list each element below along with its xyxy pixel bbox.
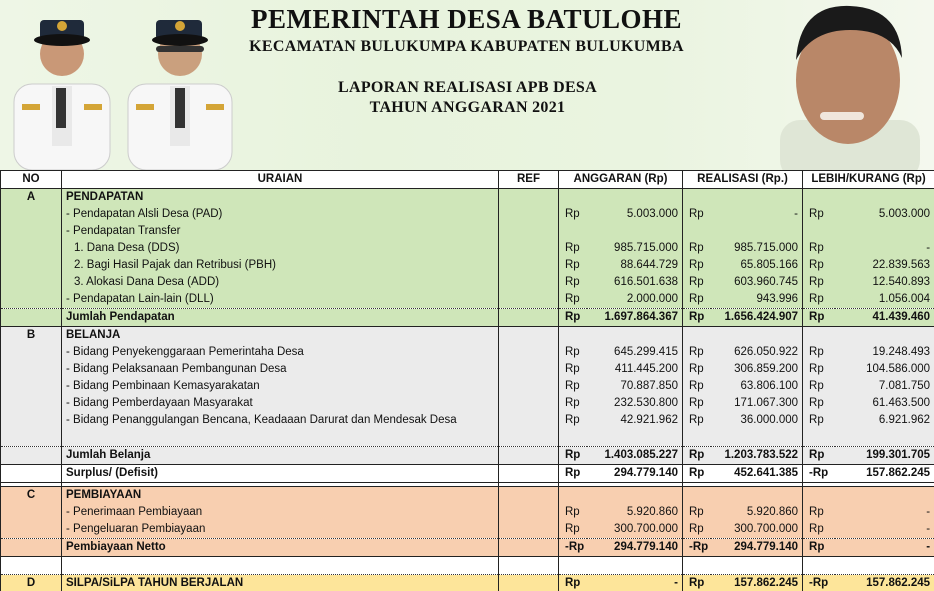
anggaran-value: 294.779.140 (587, 465, 683, 483)
anggaran-value: 1.403.085.227 (587, 447, 683, 465)
row-label: - Bidang Penyekenggaraan Pemerintaha Desa (62, 344, 499, 361)
col-header-no: NO (1, 171, 62, 189)
anggaran-value: - (587, 575, 683, 591)
lebih-value: 12.540.893 (835, 274, 934, 291)
total-belanja-row: Jumlah Belanja Rp 1.403.085.227 Rp 1.203.783.522 Rp 199.301.705 (1, 447, 934, 465)
section-pembiayaan-heading (1, 487, 934, 505)
table-row: - Bidang Penanggulangan Bencana, Keadaaan Darurat dan Mendesak Desa Rp 42.921.962 Rp 36.000.000 Rp 6.921.962 (1, 412, 934, 429)
lebih-value: 157.862.245 (835, 575, 934, 591)
realisasi-value: 294.779.140 (711, 539, 803, 557)
lebih-value: 22.839.563 (835, 257, 934, 274)
village-head-portrait (760, 0, 934, 170)
section-no: C (1, 487, 62, 505)
row-label: 3. Alokasi Dana Desa (ADD) (62, 274, 499, 291)
section-heading: PEMBIAYAAN (62, 487, 499, 505)
table-row (1, 223, 934, 240)
realisasi-value: 5.920.860 (711, 504, 803, 521)
total-pembiayaan-row: Pembiayaan Netto -Rp 294.779.140 -Rp 294.779.140 Rp - (1, 539, 934, 557)
lebih-value: 199.301.705 (835, 447, 934, 465)
row-label: - Bidang Pembinaan Kemasyarakatan (62, 378, 499, 395)
realisasi-value: 603.960.745 (711, 274, 803, 291)
table-row: 3. Alokasi Dana Desa (ADD) Rp 616.501.638 Rp 603.960.745 Rp 12.540.893 (1, 274, 934, 291)
section-no: B (1, 327, 62, 345)
report-table (0, 170, 934, 591)
table-row: - Pendapatan Alsli Desa (PAD) Rp 5.003.000 Rp - Rp 5.003.000 (1, 206, 934, 223)
realisasi-value: 157.862.245 (711, 575, 803, 591)
anggaran-value: 5.920.860 (587, 504, 683, 521)
row-label: - Pendapatan Alsli Desa (PAD) (62, 206, 499, 223)
blank-row (1, 557, 934, 575)
realisasi-value: 63.806.100 (711, 378, 803, 395)
surplus-row: Surplus/ (Defisit) Rp 294.779.140 Rp 452.641.385 -Rp 157.862.245 (1, 465, 934, 483)
section-heading: BELANJA (62, 327, 499, 345)
table-row: - Bidang Pembinaan Kemasyarakatan Rp 70.887.850 Rp 63.806.100 Rp 7.081.750 (1, 378, 934, 395)
row-label: Surplus/ (Defisit) (62, 465, 499, 483)
row-label: - Bidang Pelaksanaan Pembangunan Desa (62, 361, 499, 378)
lebih-value: 5.003.000 (835, 206, 934, 223)
section-no: D (1, 575, 62, 591)
report-title: PEMERINTAH DESA BATULOHE (250, 4, 683, 34)
lebih-value: - (835, 521, 934, 539)
row-label: - Bidang Penanggulangan Bencana, Keadaaan Darurat dan Mendesak Desa (62, 412, 499, 429)
realisasi-value: 626.050.922 (711, 344, 803, 361)
table-row: - Bidang Pemberdayaan Masyarakat Rp 232.530.800 Rp 171.067.300 Rp 61.463.500 (1, 395, 934, 412)
anggaran-value: 42.921.962 (587, 412, 683, 429)
table-row: - Pengeluaran Pembiayaan Rp 300.700.000 Rp 300.700.000 Rp - (1, 521, 934, 539)
report-subtitle: KECAMATAN BULUKUMPA KABUPATEN BULUKUMBA (249, 38, 684, 55)
realisasi-value: 1.656.424.907 (711, 309, 803, 327)
row-label: 1. Dana Desa (DDS) (62, 240, 499, 257)
row-label: - Bidang Pemberdayaan Masyarakat (62, 395, 499, 412)
report-name: LAPORAN REALISASI APB DESA (338, 79, 597, 96)
row-label: Pembiayaan Netto (62, 539, 499, 557)
table-header-row (1, 171, 934, 189)
col-header-uraian: URAIAN (62, 171, 499, 189)
table-row: 1. Dana Desa (DDS) Rp 985.715.000 Rp 985.715.000 Rp - (1, 240, 934, 257)
table-row: 2. Bagi Hasil Pajak dan Retribusi (PBH) Rp 88.644.729 Rp 65.805.166 Rp 22.839.563 (1, 257, 934, 274)
lebih-value: - (835, 539, 934, 557)
lebih-value: 104.586.000 (835, 361, 934, 378)
lebih-value: 19.248.493 (835, 344, 934, 361)
anggaran-value: 70.887.850 (587, 378, 683, 395)
realisasi-value: 65.805.166 (711, 257, 803, 274)
row-label: - Penerimaan Pembiayaan (62, 504, 499, 521)
table-row: - Bidang Pelaksanaan Pembangunan Desa Rp 411.445.200 Rp 306.859.200 Rp 104.586.000 (1, 361, 934, 378)
report-year: TAHUN ANGGARAN 2021 (369, 99, 566, 116)
lebih-value: 61.463.500 (835, 395, 934, 412)
realisasi-value: 452.641.385 (711, 465, 803, 483)
anggaran-value: 294.779.140 (587, 539, 683, 557)
table-row: - Bidang Penyekenggaraan Pemerintaha Desa Rp 645.299.415 Rp 626.050.922 Rp 19.248.493 (1, 344, 934, 361)
realisasi-value: 300.700.000 (711, 521, 803, 539)
col-header-ref: REF (499, 171, 559, 189)
table-row: - Pendapatan Lain-lain (DLL) Rp 2.000.000 Rp 943.996 Rp 1.056.004 (1, 291, 934, 309)
realisasi-value: - (711, 206, 803, 223)
anggaran-value: 5.003.000 (587, 206, 683, 223)
anggaran-value: 2.000.000 (587, 291, 683, 309)
blank-row (1, 429, 934, 447)
realisasi-value: 171.067.300 (711, 395, 803, 412)
anggaran-value: 88.644.729 (587, 257, 683, 274)
realisasi-value: 1.203.783.522 (711, 447, 803, 465)
row-label: Jumlah Pendapatan (62, 309, 499, 327)
col-header-realisasi: REALISASI (Rp.) (683, 171, 803, 189)
section-no: A (1, 189, 62, 207)
row-label: SILPA/SiLPA TAHUN BERJALAN (62, 575, 499, 591)
row-label: - Pendapatan Lain-lain (DLL) (62, 291, 499, 309)
realisasi-value: 985.715.000 (711, 240, 803, 257)
total-pendapatan-row: Jumlah Pendapatan Rp 1.697.864.367 Rp 1.656.424.907 Rp 41.439.460 (1, 309, 934, 327)
section-pendapatan-heading (1, 189, 934, 207)
row-label: - Pendapatan Transfer (62, 223, 499, 240)
silpa-row: D SILPA/SiLPA TAHUN BERJALAN Rp - Rp 157.862.245 -Rp 157.862.245 (1, 575, 934, 591)
anggaran-value: 645.299.415 (587, 344, 683, 361)
lebih-value: 1.056.004 (835, 291, 934, 309)
realisasi-value: 943.996 (711, 291, 803, 309)
lebih-value: - (835, 504, 934, 521)
anggaran-value: 300.700.000 (587, 521, 683, 539)
anggaran-value: 232.530.800 (587, 395, 683, 412)
realisasi-value: 306.859.200 (711, 361, 803, 378)
lebih-value: 157.862.245 (835, 465, 934, 483)
lebih-value: 7.081.750 (835, 378, 934, 395)
lebih-value: - (835, 240, 934, 257)
official-portrait-1 (0, 4, 120, 170)
realisasi-value: 36.000.000 (711, 412, 803, 429)
report-header (0, 0, 934, 170)
anggaran-value: 985.715.000 (587, 240, 683, 257)
row-label: - Pengeluaran Pembiayaan (62, 521, 499, 539)
col-header-lebih-kurang: LEBIH/KURANG (Rp) (803, 171, 934, 189)
anggaran-value: 411.445.200 (587, 361, 683, 378)
lebih-value: 6.921.962 (835, 412, 934, 429)
anggaran-value: 616.501.638 (587, 274, 683, 291)
lebih-value: 41.439.460 (835, 309, 934, 327)
row-label: 2. Bagi Hasil Pajak dan Retribusi (PBH) (62, 257, 499, 274)
col-header-anggaran: ANGGARAN (Rp) (559, 171, 683, 189)
section-heading: PENDAPATAN (62, 189, 499, 207)
section-belanja-heading (1, 327, 934, 345)
row-label: Jumlah Belanja (62, 447, 499, 465)
table-row: - Penerimaan Pembiayaan Rp 5.920.860 Rp 5.920.860 Rp - (1, 504, 934, 521)
anggaran-value: 1.697.864.367 (587, 309, 683, 327)
